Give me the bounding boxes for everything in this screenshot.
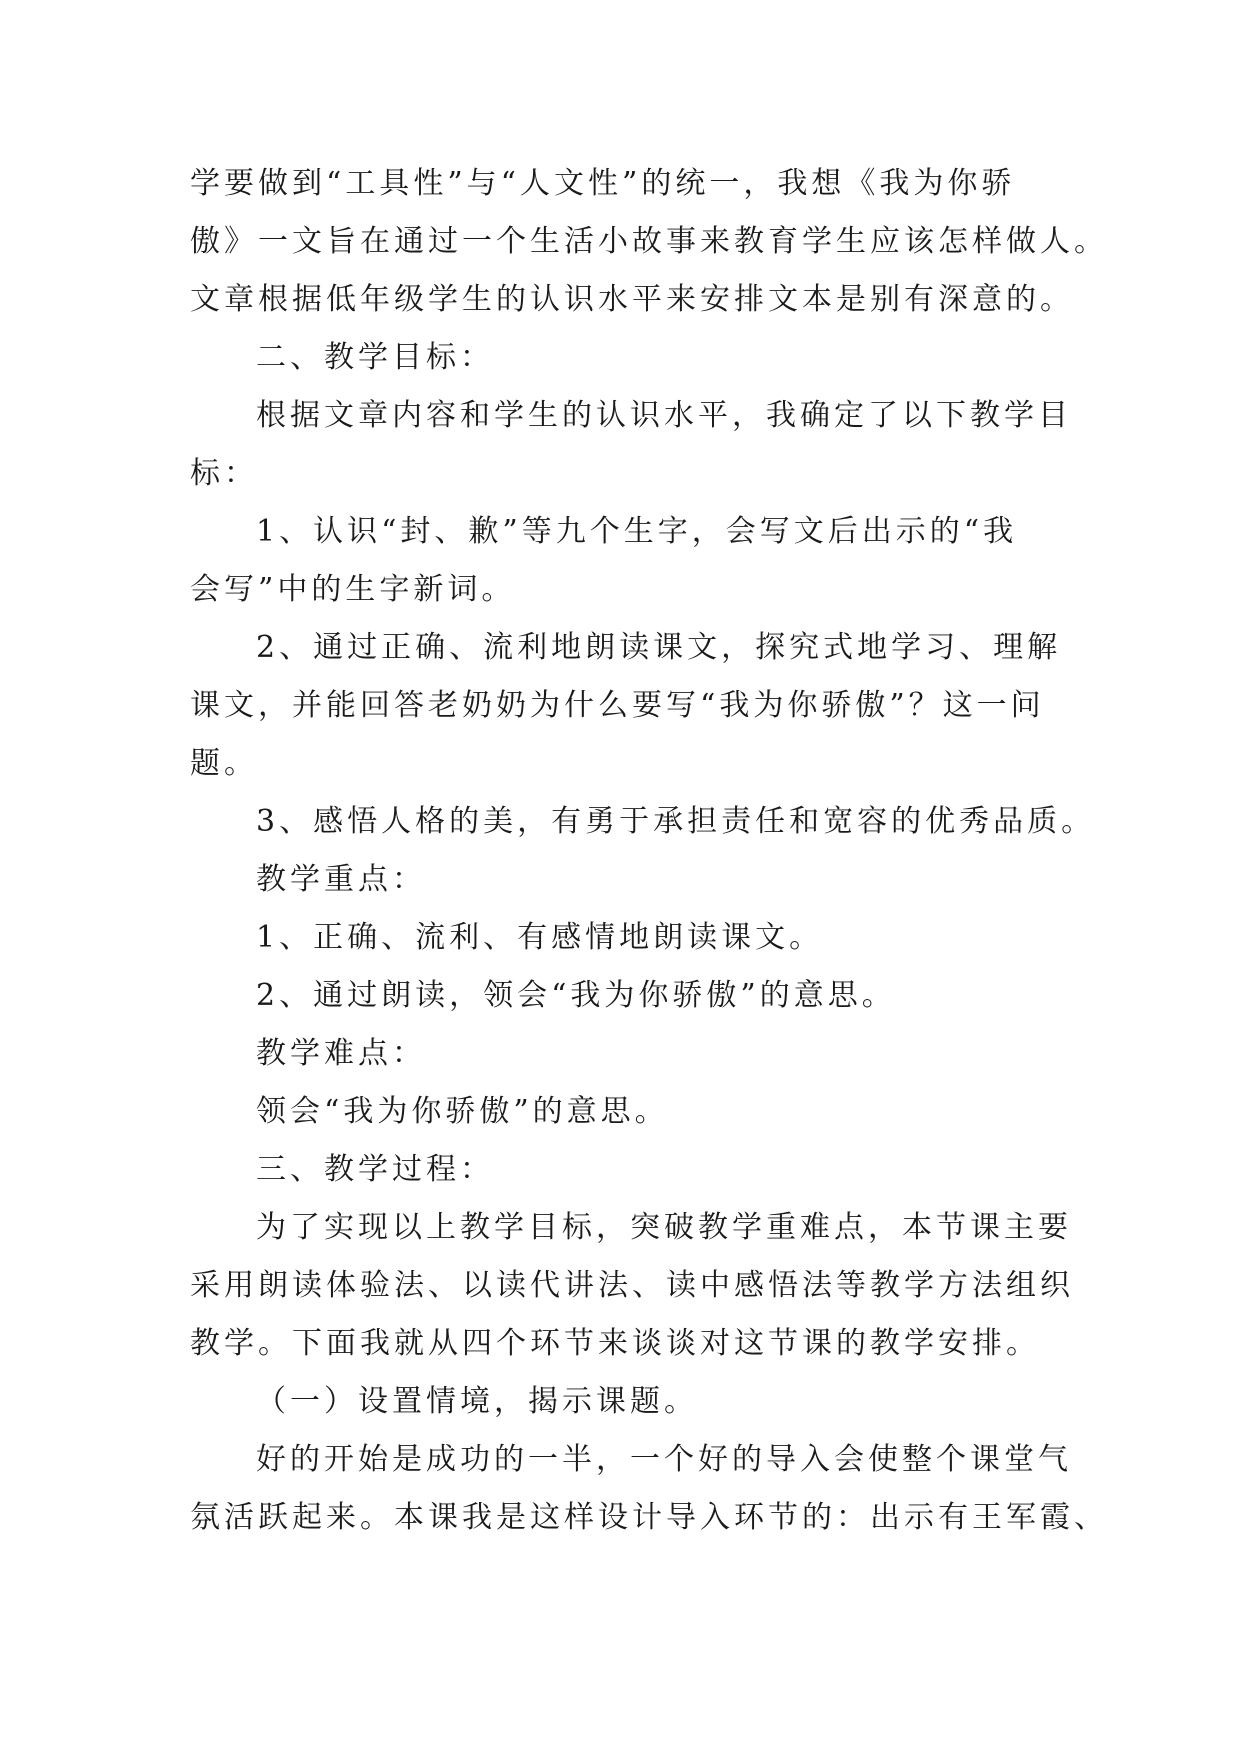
- text-line: 领会“我为你骄傲”的意思。: [256, 1094, 669, 1129]
- list-item: 2、通过正确、流利地朗读课文，探究式地学习、理解: [256, 630, 1062, 665]
- text-line: 根据文章内容和学生的认识水平，我确定了以下教学目: [256, 398, 1072, 433]
- section-heading: 三、教学过程：: [256, 1152, 494, 1187]
- text-line: 学要做到“工具性”与“人文性”的统一，我想《我为你骄: [190, 166, 1016, 201]
- section-heading: 教学难点：: [256, 1036, 426, 1071]
- text-line: 好的开始是成功的一半，一个好的导入会使整个课堂气: [256, 1442, 1072, 1477]
- text-line: 傲》一文旨在通过一个生活小故事来教育学生应该怎样做人。: [190, 224, 1108, 259]
- text-line: 标：: [190, 456, 258, 491]
- text-line: 采用朗读体验法、以读代讲法、读中感悟法等教学方法组织: [190, 1268, 1074, 1303]
- text-line: 题。: [190, 746, 258, 781]
- text-line: 教学。下面我就从四个环节来谈谈对这节课的教学安排。: [190, 1326, 1040, 1361]
- list-item: 1、正确、流利、有感情地朗读课文。: [256, 920, 824, 955]
- document-body: [190, 155, 1108, 1547]
- list-item: 2、通过朗读，领会“我为你骄傲”的意思。: [256, 978, 896, 1013]
- list-item: 3、感悟人格的美，有勇于承担责任和宽容的优秀品质。: [256, 804, 1096, 839]
- subsection-heading: （一）设置情境，揭示课题。: [256, 1384, 698, 1419]
- list-item: 1、认识“封、歉”等九个生字，会写文后出示的“我: [256, 514, 1018, 549]
- text-line: 为了实现以上教学目标，突破教学重难点，本节课主要: [256, 1210, 1072, 1245]
- text-line: 课文，并能回答老奶奶为什么要写“我为你骄傲”？这一问: [190, 688, 1045, 723]
- text-line: 文章根据低年级学生的认识水平来安排文本是别有深意的。: [190, 282, 1074, 317]
- section-heading: 二、教学目标：: [256, 340, 494, 375]
- text-line: 会写”中的生字新词。: [190, 572, 516, 607]
- text-line: 氛活跃起来。本课我是这样设计导入环节的：出示有王军霞、: [190, 1500, 1108, 1535]
- section-heading: 教学重点：: [256, 862, 426, 897]
